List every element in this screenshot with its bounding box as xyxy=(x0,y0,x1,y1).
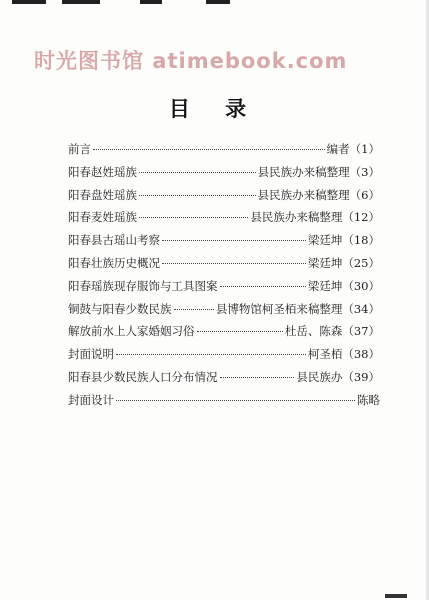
toc-entry-title: 阳春县少数民族人口分布情况 xyxy=(68,369,218,384)
toc-entry-title: 阳春赵姓瑶族 xyxy=(68,164,137,179)
toc-entry[interactable] xyxy=(68,275,380,298)
toc-entry-title: 阳春盘姓瑶族 xyxy=(68,187,137,202)
table-of-contents xyxy=(68,138,380,412)
toc-entry-author-page: 梁廷坤（30） xyxy=(307,278,380,293)
toc-leader-dots xyxy=(93,135,325,150)
toc-entry-title: 封面设计 xyxy=(68,392,114,407)
toc-entry-author-page: 陈略 xyxy=(357,392,380,407)
toc-leader-dots xyxy=(220,272,306,287)
toc-leader-dots xyxy=(162,249,306,264)
toc-entry-author-page: 县民族办来稿整理（12） xyxy=(250,210,380,225)
toc-entry-author-page: 县博物馆柯圣栢来稿整理（34） xyxy=(215,301,380,316)
toc-leader-dots xyxy=(174,295,214,310)
toc-entry-author-page: 柯圣栢（38） xyxy=(307,347,380,362)
toc-leader-dots xyxy=(139,158,256,173)
toc-entry-title: 解放前水上人家婚姻习俗 xyxy=(68,324,195,339)
toc-entry-title: 前言 xyxy=(68,142,91,156)
toc-entry-author-page: 杜岳、陈森（37） xyxy=(284,324,380,339)
scan-edge-mark xyxy=(62,0,100,4)
scan-edge-mark xyxy=(206,0,230,4)
toc-entry-title: 阳春县古瑶山考察 xyxy=(68,233,160,248)
toc-entry-author-page: 梁廷坤（25） xyxy=(307,255,380,270)
toc-entry-author-page: 县民族办（39） xyxy=(296,369,380,384)
toc-leader-dots xyxy=(116,386,355,401)
watermark: 时光图书馆 atimebook.com xyxy=(34,49,348,73)
toc-entry-title: 铜鼓与阳春少数民族 xyxy=(68,301,172,316)
toc-leader-dots xyxy=(116,340,306,355)
toc-entry[interactable] xyxy=(68,389,380,412)
toc-entry-title: 阳春瑶族现存服饰与工具图案 xyxy=(68,278,218,293)
page-title: 目 录 xyxy=(168,97,261,121)
toc-leader-dots xyxy=(139,203,248,218)
toc-leader-dots xyxy=(162,226,306,241)
toc-leader-dots xyxy=(220,363,295,378)
toc-entry-author-page: 梁廷坤（18） xyxy=(307,233,380,248)
scan-edge-mark xyxy=(140,0,162,4)
toc-leader-dots xyxy=(139,181,256,196)
toc-entry-author-page: 县民族办来稿整理（6） xyxy=(257,187,380,202)
scan-edge-mark xyxy=(12,0,46,4)
toc-leader-dots xyxy=(197,317,283,332)
toc-entry-author-page: 县民族办来稿整理（3） xyxy=(257,164,380,179)
toc-entry-title: 封面说明 xyxy=(68,347,114,362)
toc-entry-author-page: 编者（1） xyxy=(326,142,380,156)
scan-edge-mark xyxy=(385,594,407,598)
toc-entry-title: 阳春麦姓瑶族 xyxy=(68,210,137,225)
toc-entry-title: 阳春壮族历史概况 xyxy=(68,255,160,270)
